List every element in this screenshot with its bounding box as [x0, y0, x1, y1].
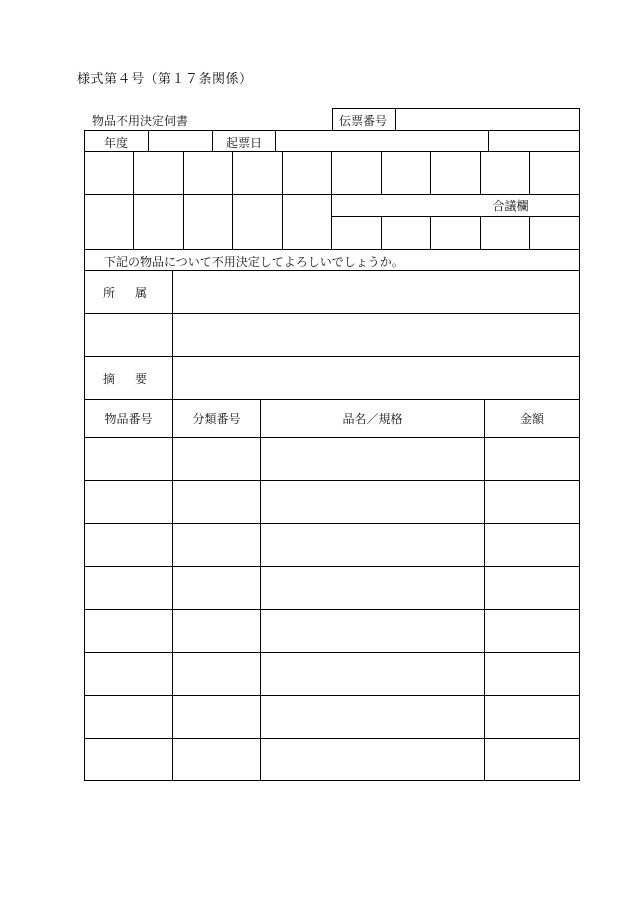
notice-text: 下記の物品について不用決定してよろしいでしょうか。 [104, 255, 404, 269]
approval-stamp-cell[interactable] [381, 151, 431, 195]
table-row[interactable] [484, 523, 580, 567]
items-header-name-spec [260, 399, 485, 438]
consensus-header [331, 194, 580, 217]
table-row[interactable] [260, 609, 485, 653]
issue-date-extra[interactable] [488, 130, 580, 152]
approval-stamp-cell[interactable] [133, 194, 184, 250]
year-label: 年度 [104, 136, 129, 150]
approval-stamp-cell[interactable] [529, 151, 580, 195]
header-category-number: 分類番号 [192, 412, 241, 426]
table-row[interactable] [260, 437, 485, 481]
table-row[interactable] [84, 437, 173, 481]
approval-stamp-cell[interactable] [282, 151, 332, 195]
table-row[interactable] [172, 738, 261, 781]
table-row[interactable] [484, 609, 580, 653]
approval-stamp-cell[interactable] [84, 151, 134, 195]
affiliation-label: 所 属 [103, 285, 152, 300]
summary-label-cell [84, 356, 173, 400]
approval-stamp-cell[interactable] [232, 151, 283, 195]
voucher-label: 伝票番号 [339, 114, 388, 128]
approval-stamp-cell[interactable] [133, 151, 184, 195]
consensus-stamp-cell[interactable] [480, 216, 530, 250]
header-item-number: 物品番号 [104, 412, 153, 426]
consensus-stamp-cell[interactable] [381, 216, 431, 250]
affiliation-field[interactable] [172, 270, 580, 314]
consensus-stamp-cell[interactable] [529, 216, 580, 250]
consensus-stamp-cell[interactable] [331, 216, 382, 250]
header-name-spec: 品名／規格 [342, 412, 403, 426]
summary-field[interactable] [172, 356, 580, 400]
summary-label: 摘 要 [103, 371, 152, 386]
affiliation-extra-field[interactable] [172, 313, 580, 357]
affiliation-label-cell [84, 270, 173, 314]
header-amount: 金額 [519, 412, 544, 426]
issue-date-label: 起票日 [226, 136, 263, 150]
table-row[interactable] [260, 566, 485, 610]
table-row[interactable] [172, 695, 261, 739]
table-row[interactable] [172, 437, 261, 481]
items-header-item-number [84, 399, 173, 438]
approval-stamp-cell[interactable] [183, 151, 233, 195]
table-row[interactable] [484, 738, 580, 781]
table-row[interactable] [84, 609, 173, 653]
disposal-form [84, 108, 580, 781]
table-row[interactable] [484, 480, 580, 524]
consensus-label: 合議欄 [492, 199, 529, 213]
approval-stamp-cell[interactable] [232, 194, 283, 250]
items-header-amount [484, 399, 580, 438]
table-row[interactable] [260, 695, 485, 739]
table-row[interactable] [84, 652, 173, 696]
approval-stamp-cell[interactable] [282, 194, 332, 250]
table-row[interactable] [172, 652, 261, 696]
table-row[interactable] [172, 480, 261, 524]
items-table-body [84, 437, 580, 781]
table-row[interactable] [172, 523, 261, 567]
approval-stamp-cell[interactable] [430, 151, 481, 195]
table-row[interactable] [484, 437, 580, 481]
form-number: 様式第４号（第１７条関係） [77, 72, 253, 87]
table-row[interactable] [260, 738, 485, 781]
table-row[interactable] [484, 566, 580, 610]
approval-stamp-cell[interactable] [183, 194, 233, 250]
affiliation-extra-label [84, 313, 173, 357]
table-row[interactable] [260, 652, 485, 696]
consensus-stamp-cell[interactable] [430, 216, 481, 250]
approval-stamp-cell[interactable] [84, 194, 134, 250]
approval-stamp-cell[interactable] [331, 151, 382, 195]
table-row[interactable] [260, 480, 485, 524]
issue-date-field[interactable] [275, 130, 489, 152]
table-row[interactable] [84, 523, 173, 567]
approval-stamp-cell[interactable] [480, 151, 530, 195]
table-row[interactable] [484, 652, 580, 696]
items-header-category-number [172, 399, 261, 438]
voucher-number-field[interactable] [395, 108, 580, 131]
form-title: 物品不用決定伺書 [92, 114, 189, 128]
table-row[interactable] [260, 523, 485, 567]
table-row[interactable] [484, 695, 580, 739]
year-field[interactable] [148, 130, 213, 152]
table-row[interactable] [84, 738, 173, 781]
table-row[interactable] [172, 609, 261, 653]
table-row[interactable] [84, 695, 173, 739]
table-row[interactable] [172, 566, 261, 610]
table-row[interactable] [84, 566, 173, 610]
table-row[interactable] [84, 480, 173, 524]
